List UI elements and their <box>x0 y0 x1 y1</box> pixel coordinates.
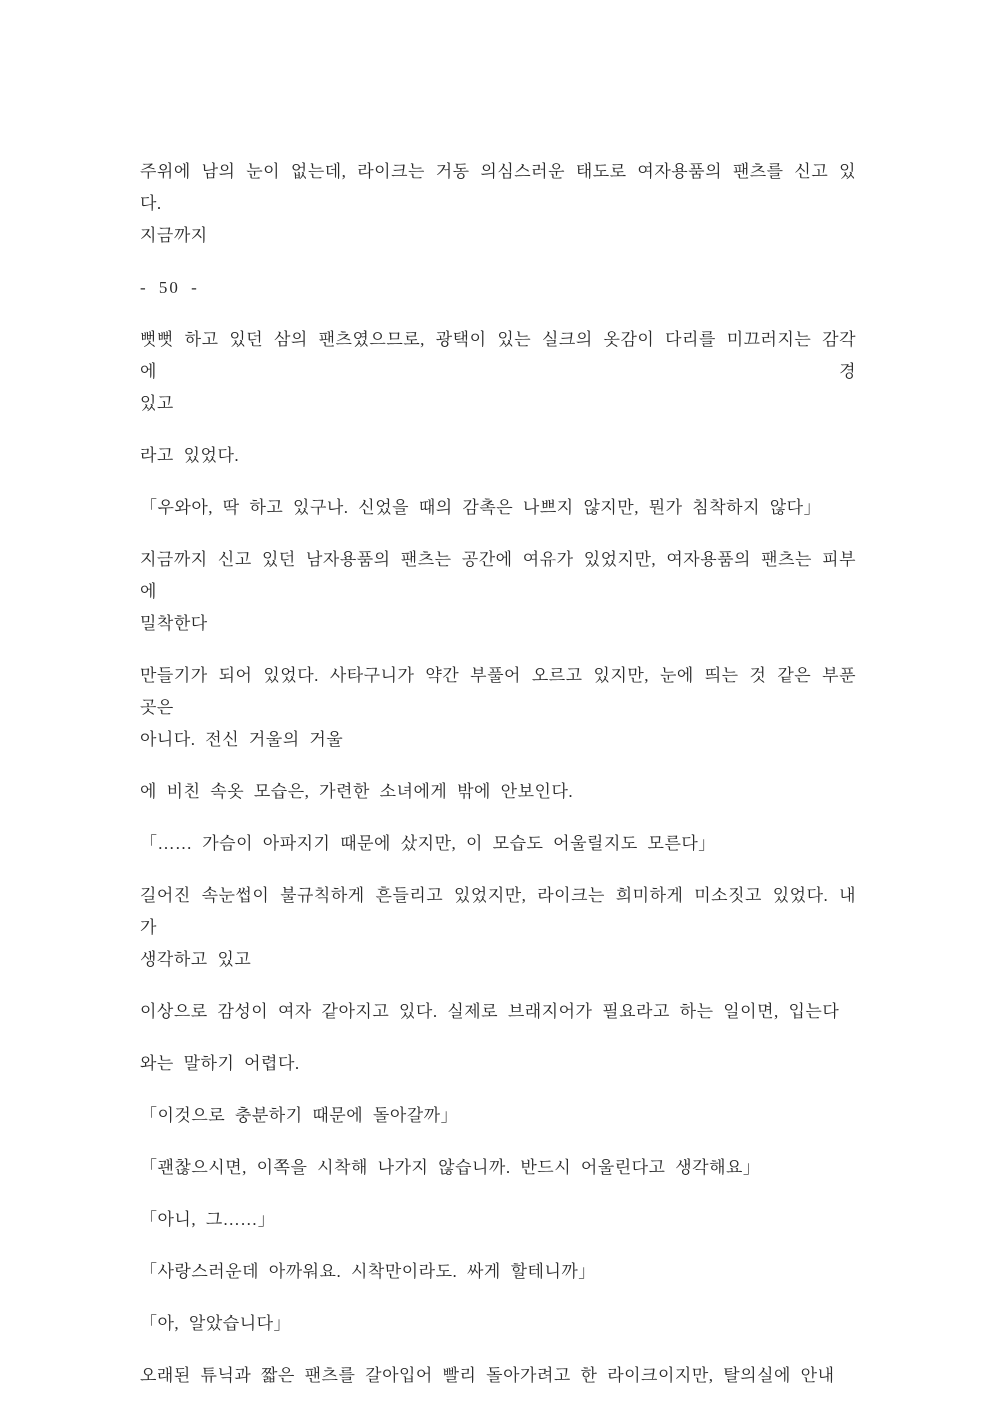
body-paragraph <box>140 1048 856 1080</box>
text-line: 「괜찮으시면, 이쪽을 시착해 나가지 않습니까. 반드시 어울린다고 생각해요」 <box>140 1158 761 1177</box>
dialogue-paragraph <box>140 828 856 860</box>
text-line: 와는 말하기 어렵다. <box>140 1054 300 1073</box>
text-line: 주위에 남의 눈이 없는데, 라이크는 거동 의심스러운 태도로 여자용품의 팬츠를 신고 있다. <box>140 162 856 213</box>
text-line: 에 비친 속옷 모습은, 가련한 소녀에게 밖에 안보인다. <box>140 782 574 801</box>
text-line: 아니다. 전신 거울의 거울 <box>140 730 344 749</box>
text-line: 길어진 속눈썹이 불규칙하게 흔들리고 있었지만, 라이크는 희미하게 미소짓고 있었다. 내가 <box>140 886 856 937</box>
text-line: 「아, 알았습니다」 <box>140 1314 292 1333</box>
text-content <box>140 156 856 1392</box>
dialogue-paragraph <box>140 1152 856 1184</box>
text-line: 뻣뻣 하고 있던 삼의 팬츠였으므로, 광택이 있는 실크의 옷감이 다리를 미끄러지는 감각에 경 <box>140 330 856 381</box>
body-paragraph <box>140 156 856 252</box>
body-paragraph <box>140 544 856 640</box>
text-line: 「이것으로 충분하기 때문에 돌아갈까」 <box>140 1106 459 1125</box>
page-number-marker <box>140 272 856 304</box>
text-line: 라고 있었다. <box>140 446 240 465</box>
dialogue-paragraph <box>140 1308 856 1340</box>
text-line: 지금까지 <box>140 226 208 245</box>
body-paragraph <box>140 996 856 1028</box>
body-paragraph <box>140 1360 856 1392</box>
text-line: 「우와아, 딱 하고 있구나. 신었을 때의 감촉은 나쁘지 않지만, 뭔가 침착하지 않다」 <box>140 498 822 517</box>
text-line: 「사랑스러운데 아까워요. 시착만이라도. 싸게 할테니까」 <box>140 1262 596 1281</box>
dialogue-paragraph <box>140 1100 856 1132</box>
text-line: 밀착한다 <box>140 614 208 633</box>
text-line: 「…… 가슴이 아파지기 때문에 샀지만, 이 모습도 어울릴지도 모른다」 <box>140 834 716 853</box>
body-paragraph <box>140 776 856 808</box>
body-paragraph <box>140 324 856 420</box>
dialogue-paragraph <box>140 1204 856 1236</box>
body-paragraph <box>140 880 856 976</box>
text-line: 지금까지 신고 있던 남자용품의 팬츠는 공간에 여유가 있었지만, 여자용품의 팬츠는 피부에 <box>140 550 856 601</box>
body-paragraph <box>140 440 856 472</box>
text-line: 「아니, 그……」 <box>140 1210 276 1229</box>
text-line: 오래된 튜닉과 짧은 팬츠를 갈아입어 빨리 돌아가려고 한 라이크이지만, 탈의실에 안내 <box>140 1366 835 1385</box>
body-paragraph <box>140 660 856 756</box>
dialogue-paragraph <box>140 492 856 524</box>
text-line: 이상으로 감성이 여자 같아지고 있다. 실제로 브래지어가 필요라고 하는 일이면, 입는다 <box>140 1002 840 1021</box>
text-line: - 50 - <box>140 278 199 297</box>
text-line: 있고 <box>140 394 174 413</box>
text-line: 만들기가 되어 있었다. 사타구니가 약간 부풀어 오르고 있지만, 눈에 띄는 것 같은 부푼 곳은 <box>140 666 856 717</box>
text-line: 생각하고 있고 <box>140 950 252 969</box>
dialogue-paragraph <box>140 1256 856 1288</box>
